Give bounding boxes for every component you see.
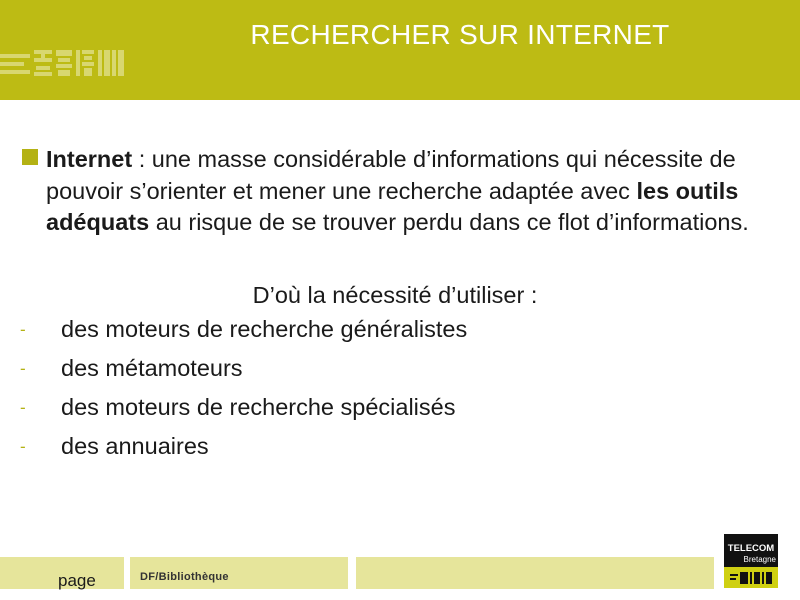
intro-text-1: : une masse considérable d’informations qui nécessite de pouvoir s’orienter et mener une recherche adaptée avec <box>46 146 736 204</box>
dash-bullet-icon: - <box>20 437 26 456</box>
logo-glyph-icon <box>730 572 772 584</box>
institution-logo-icon <box>0 44 126 80</box>
list-item <box>0 431 760 470</box>
list-item <box>0 314 760 353</box>
list-item-text: des métamoteurs <box>61 355 243 381</box>
tool-list <box>0 314 760 470</box>
slide-title: RECHERCHER SUR INTERNET <box>250 19 670 50</box>
square-bullet-icon <box>22 149 38 165</box>
centered-line: D’où la nécessité d’utiliser : <box>252 282 538 308</box>
logo-line-1: TELECOM <box>727 543 775 554</box>
footer-page-label: page <box>58 571 96 590</box>
intro-emphasis: les outils adéquats <box>46 177 739 235</box>
logo-line-2: Bretagne <box>743 555 776 564</box>
dash-bullet-icon: - <box>20 320 26 339</box>
list-item <box>0 353 760 392</box>
footer-department: DF/Bibliothèque <box>140 571 229 583</box>
dash-bullet-icon: - <box>20 398 26 417</box>
list-item-text: des moteurs de recherche spécialisés <box>61 394 456 420</box>
logo-stripe <box>724 567 778 588</box>
list-item-text: des annuaires <box>61 433 209 459</box>
list-item <box>0 392 760 431</box>
intro-text-2: au risque de se trouver perdu dans ce flot d’informations. <box>149 209 749 235</box>
footer-bar-right <box>356 557 714 589</box>
dash-bullet-icon: - <box>20 359 26 378</box>
list-item-text: des moteurs de recherche généralistes <box>61 316 468 342</box>
slide-header <box>0 0 800 100</box>
telecom-bretagne-logo <box>724 534 778 588</box>
intro-term: Internet <box>46 146 133 172</box>
intro-paragraph <box>46 144 766 239</box>
